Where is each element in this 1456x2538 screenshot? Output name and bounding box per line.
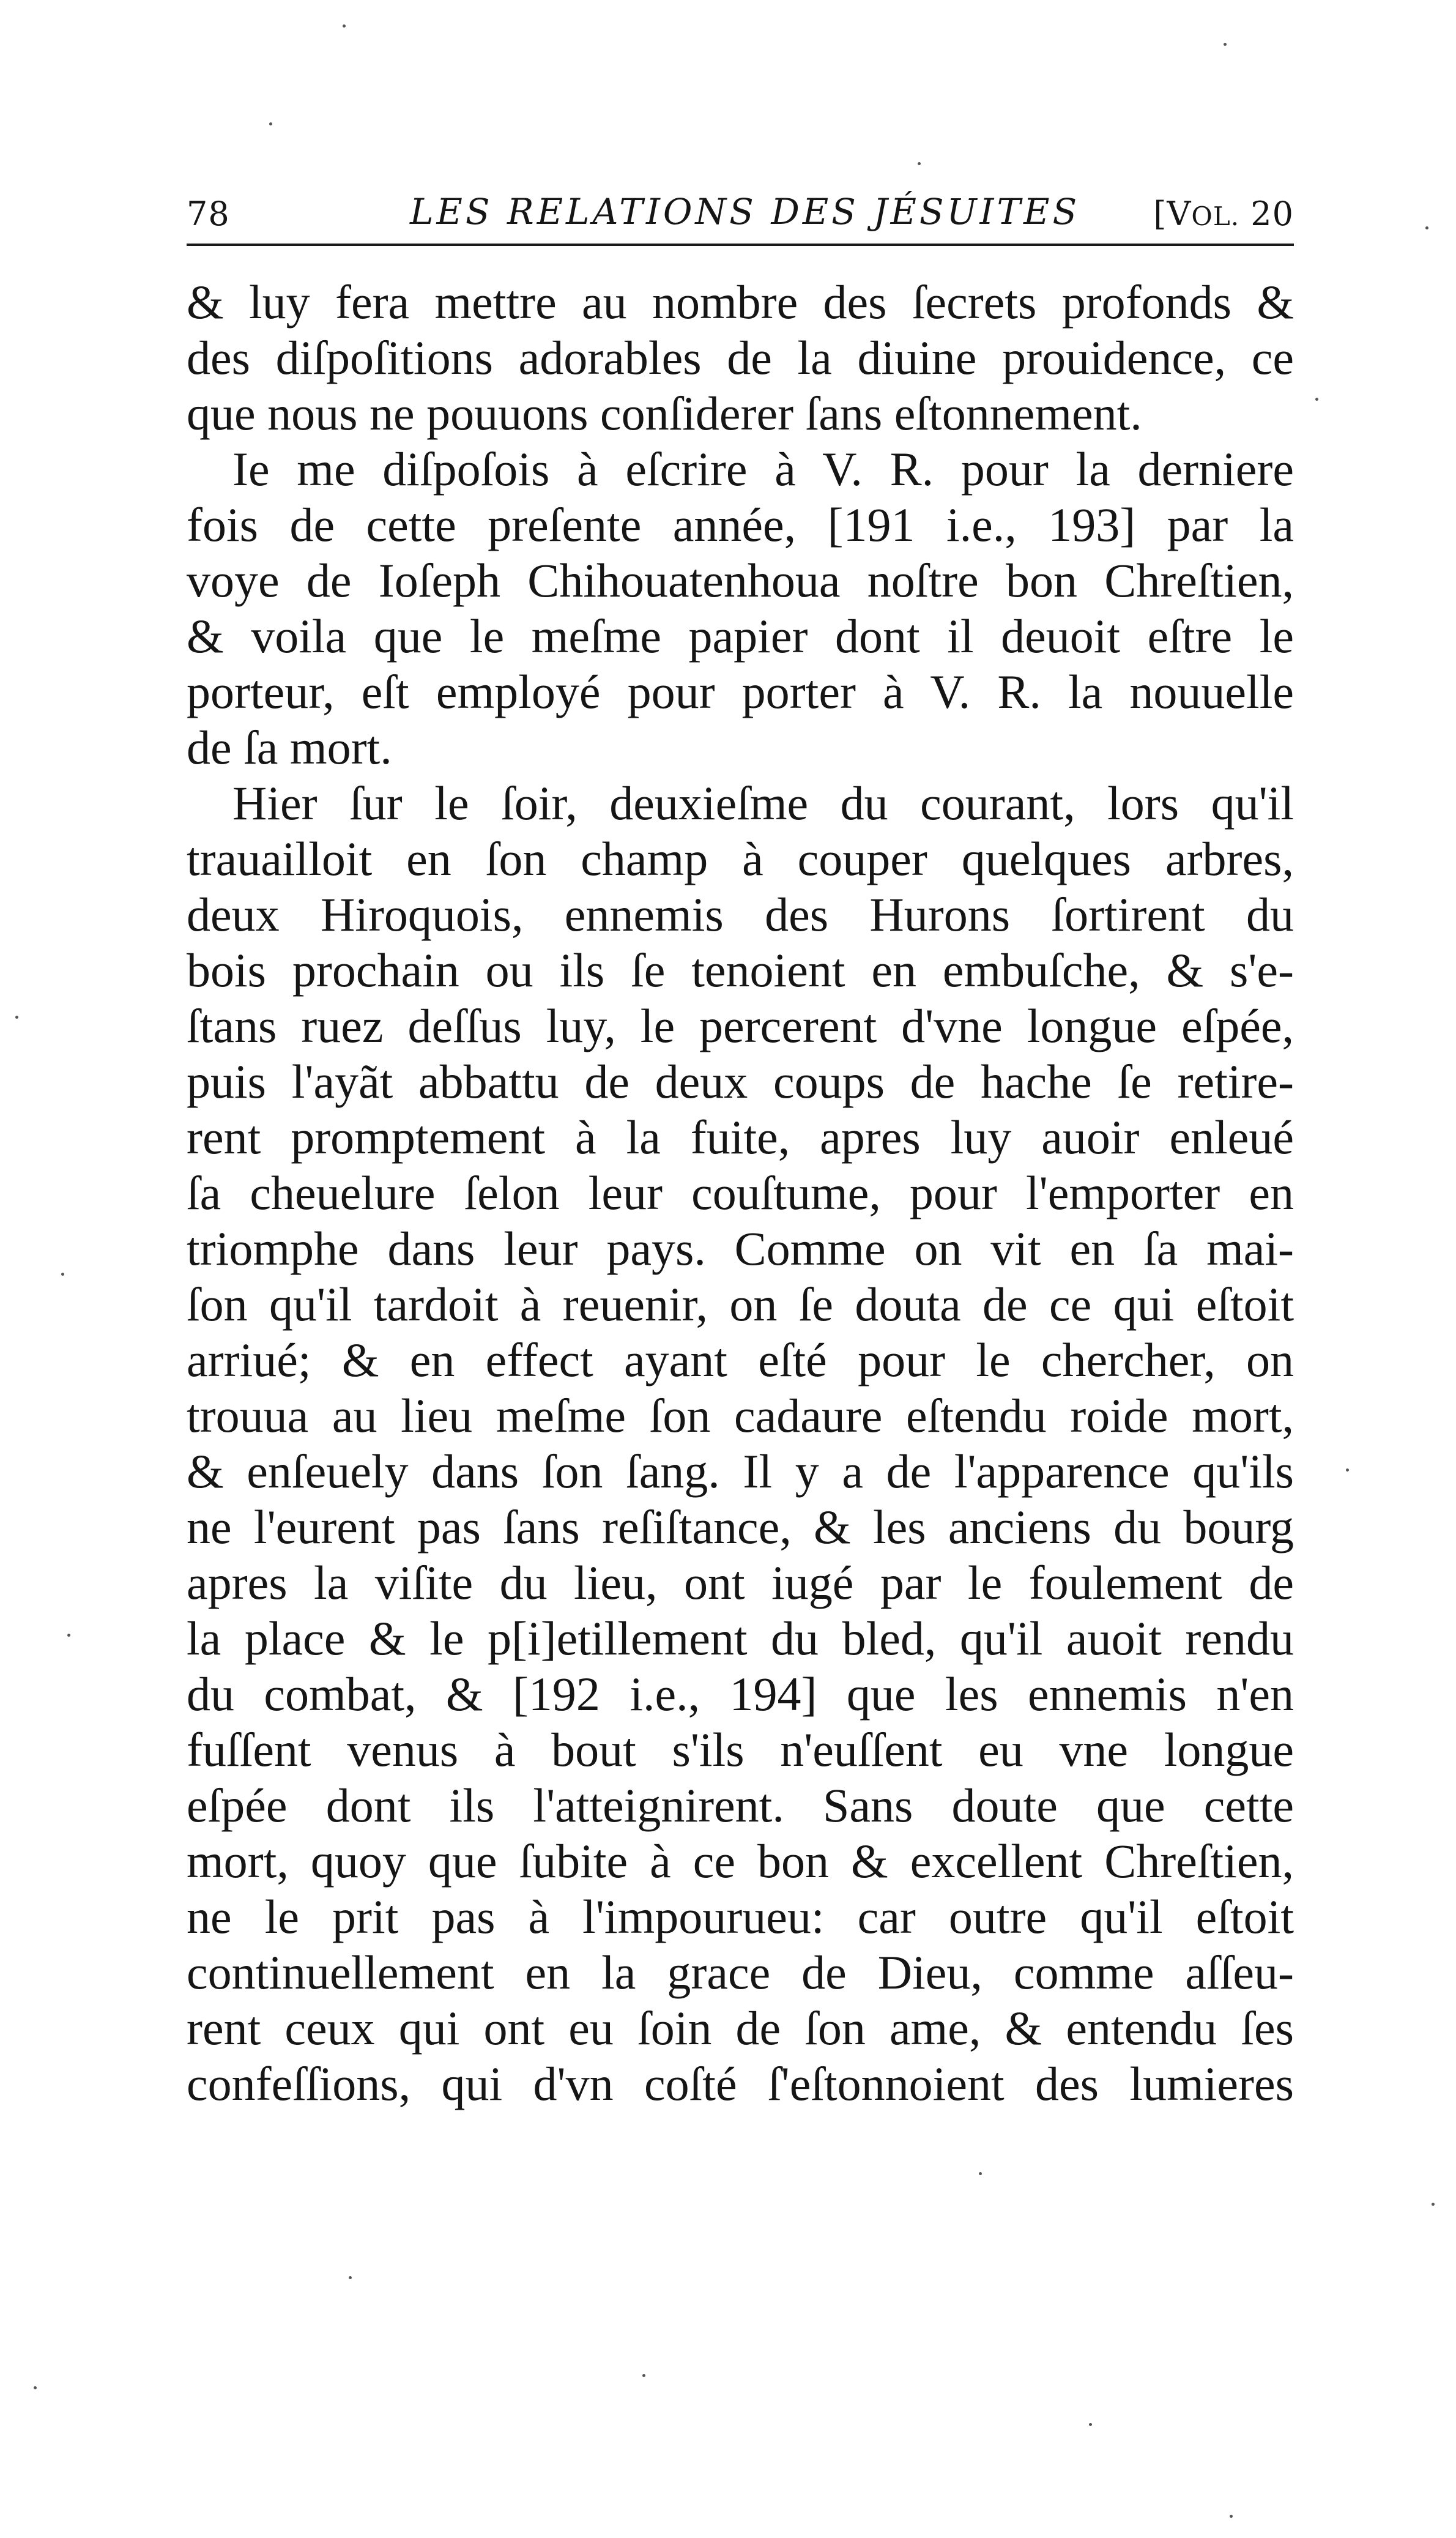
text-line: ſon qu'il tardoit à reuenir, on ſe douta de ce qui eſtoit <box>187 1278 1294 1331</box>
scan-speck <box>1089 2423 1092 2426</box>
text-line: mort, quoy que ſubite à ce bon & excellent Chreſtien, <box>187 1834 1294 1888</box>
scan-speck <box>1346 1468 1349 1472</box>
text-line: continuellement en la grace de Dieu, comme aſſeu- <box>187 1946 1294 1999</box>
scan-speck <box>1432 2203 1435 2206</box>
volume-label <box>1153 195 1294 233</box>
scan-speck <box>67 1634 70 1637</box>
text-line: bois prochain ou ils ſe tenoient en embuſche, & s'e- <box>187 943 1294 997</box>
body-text <box>187 274 1294 2112</box>
scan-speck <box>642 2374 645 2377</box>
scan-speck <box>1230 2515 1233 2518</box>
scan-speck <box>269 122 272 125</box>
scan-speck <box>1425 226 1428 229</box>
text-line: puis l'ayãt abbattu de deux coups de hache ſe retire- <box>187 1055 1294 1108</box>
text-line: ſa cheuelure ſelon leur couſtume, pour l'emporter en <box>187 1166 1294 1219</box>
text-line: ne l'eurent pas ſans reſiſtance, & les anciens du bourg <box>187 1500 1294 1554</box>
scan-speck <box>343 24 346 28</box>
text-line: fuſſent venus à bout s'ils n'euſſent eu vne longue <box>187 1723 1294 1776</box>
scan-speck <box>1224 43 1227 46</box>
text-line: trouua au lieu meſme ſon cadaure eſtendu roide mort, <box>187 1389 1294 1442</box>
text-line: triomphe dans leur pays. Comme on vit en ſa mai- <box>187 1222 1294 1275</box>
volume-number: 20 <box>1239 195 1294 233</box>
scan-speck <box>918 162 921 165</box>
text-line: & luy fera mettre au nombre des ſecrets profonds & <box>187 275 1294 329</box>
text-line: arriué; & en effect ayant eſté pour le chercher, on <box>187 1333 1294 1386</box>
text-line: & enſeuely dans ſon ſang. Il y a de l'apparence qu'ils <box>187 1445 1294 1498</box>
text-line: rent ceux qui ont eu ſoin de ſon ame, & entendu ſes <box>187 2001 1294 2055</box>
scan-speck <box>1315 398 1318 401</box>
text-line: Ie me diſpoſois à eſcrire à V. R. pour la derniere <box>232 442 1294 496</box>
text-line: & voila que le meſme papier dont il deuoit eſtre le <box>187 609 1294 663</box>
text-line: de ſa mort. <box>187 721 392 774</box>
running-head <box>187 188 1294 246</box>
text-line: ne le prit pas à l'impourueu: car outre qu'il eſtoit <box>187 1890 1294 1943</box>
scan-speck <box>349 2276 352 2279</box>
scan-speck <box>61 1273 64 1276</box>
text-line: fois de cette preſente année, [191 i.e., 193] par la <box>187 498 1294 551</box>
scan-speck <box>15 1016 18 1019</box>
volume-smallcaps: OL. <box>1191 201 1240 231</box>
page-number: 78 <box>187 195 230 233</box>
text-line: voye de Ioſeph Chihouatenhoua noſtre bon Chreſtien, <box>187 554 1294 607</box>
text-line: la place & le p[i]etillement du bled, qu'il auoit rendu <box>187 1612 1294 1665</box>
text-line: confeſſions, qui d'vn coſté ſ'eſtonnoient des lumieres <box>187 2057 1294 2110</box>
text-line: eſpée dont ils l'atteignirent. Sans doute que cette <box>187 1779 1294 1832</box>
text-line: du combat, & [192 i.e., 194] que les ennemis n'en <box>187 1667 1294 1721</box>
text-line: deux Hiroquois, ennemis des Hurons ſortirent du <box>187 888 1294 941</box>
text-line: que nous ne pouuons conſiderer ſans eſtonnement. <box>187 387 1142 440</box>
text-line: apres la viſite du lieu, ont iugé par le foulement de <box>187 1556 1294 1609</box>
volume-prefix: [V <box>1153 195 1192 233</box>
text-line: trauailloit en ſon champ à couper quelques arbres, <box>187 832 1294 885</box>
running-title: LES RELATIONS DES JÉSUITES <box>410 191 1080 233</box>
scan-speck <box>34 2386 37 2389</box>
scan-speck <box>979 2172 982 2175</box>
text-line: ſtans ruez deſſus luy, le percerent d'vne longue eſpée, <box>187 999 1294 1052</box>
text-line: des diſpoſitions adorables de la diuine prouidence, ce <box>187 331 1294 384</box>
text-line: rent promptement à la fuite, apres luy auoir enleué <box>187 1111 1294 1164</box>
text-line: Hier ſur le ſoir, deuxieſme du courant, lors qu'il <box>232 776 1294 830</box>
text-line: porteur, eſt employé pour porter à V. R. la nouuelle <box>187 665 1294 718</box>
